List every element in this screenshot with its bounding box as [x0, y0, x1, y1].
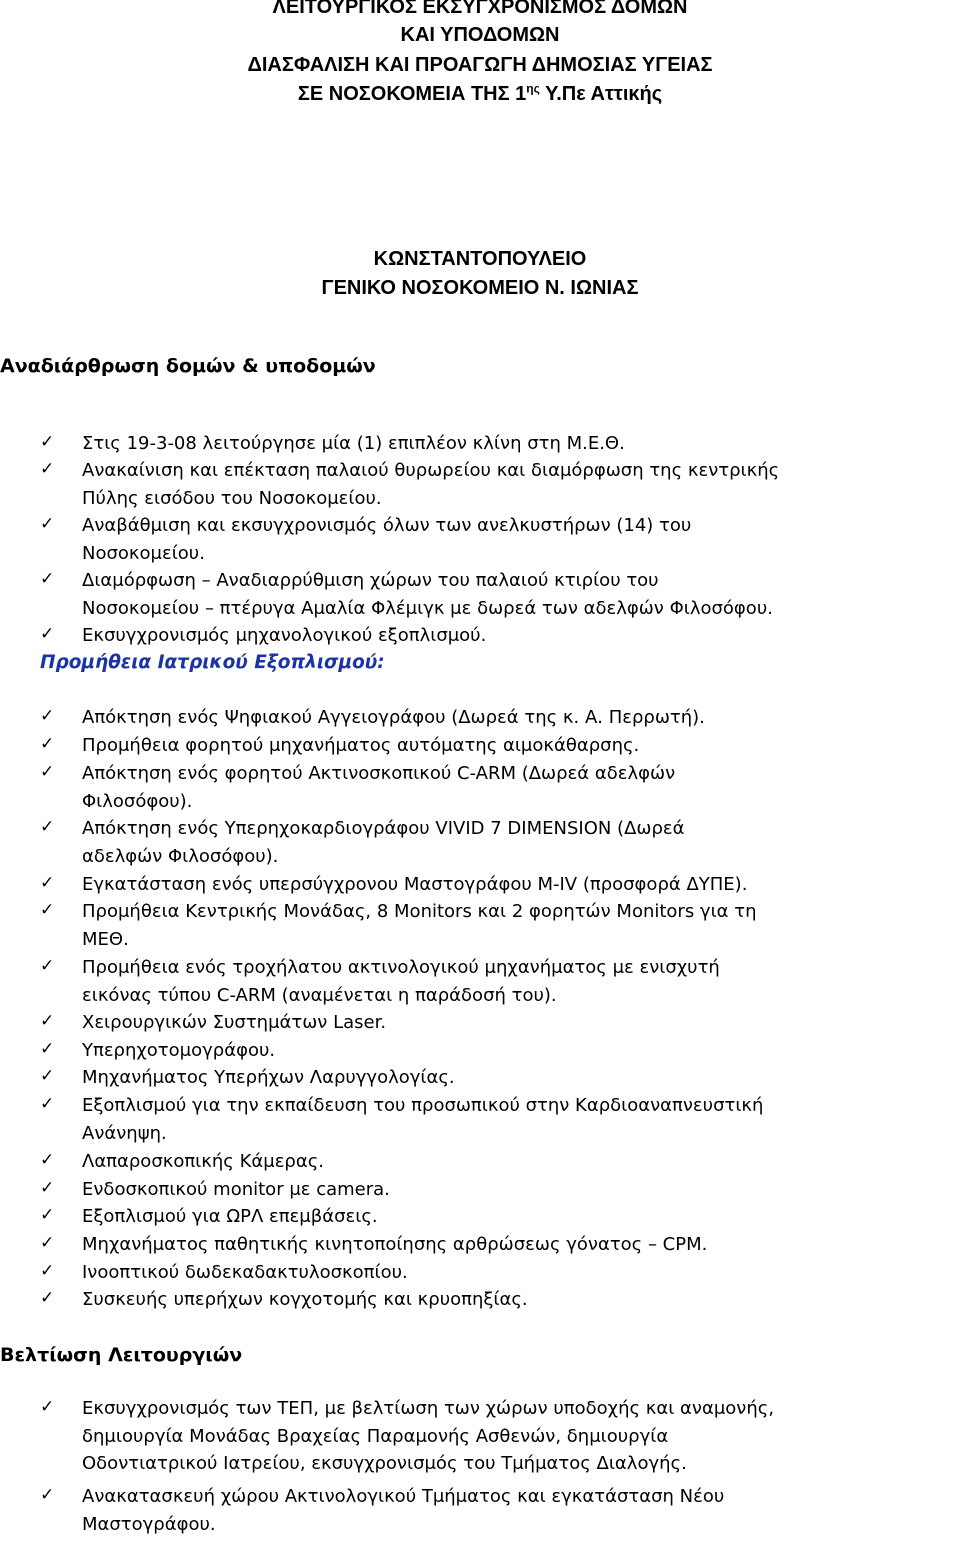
- list-item-text: Διαμόρφωση – Αναδιαρρύθμιση χώρων του παλαιού κτιρίου του Νοσοκομείου – πτέρυγα Αμαλία Φλέμιγκ με δωρεά των αδελφών Φιλοσόφου.: [82, 570, 773, 619]
- title-line-4-suffix: Υ.Πε Αττικής: [539, 83, 663, 105]
- checkmark-icon: ✓: [40, 1094, 55, 1114]
- title-line-4-prefix: ΣΕ ΝΟΣΟΚΟΜΕΙΑ ΤΗΣ 1: [297, 83, 527, 105]
- list-item-text: Προμήθεια φορητού μηχανήματος αυτόματης αιμοκάθαρσης.: [82, 735, 640, 756]
- checkmark-icon: ✓: [40, 1397, 55, 1417]
- document-title-line-1: ΛΕΙΤΟΥΡΓΙΚΟΣ ΕΚΣΥΓΧΡΟΝΙΣΜΟΣ ΔΟΜΩΝ: [272, 0, 688, 18]
- list-item-text: Στις 19-3-08 λειτούργησε μία (1) επιπλέον κλίνη στη Μ.Ε.Θ.: [82, 433, 625, 454]
- list-item-text: Εξοπλισμού για την εκπαίδευση του προσωπικού στην Καρδιοαναπνευστική Ανάνηψη.: [82, 1095, 764, 1144]
- list-item-text: Αναβάθμιση και εκσυγχρονισμός όλων των ανελκυστήρων (14) του Νοσοκομείου.: [82, 515, 692, 564]
- checkmark-icon: ✓: [40, 956, 55, 976]
- section-heading-operations-improvement: Βελτίωση Λειτουργιών: [0, 1344, 243, 1366]
- list-item-text: Εξοπλισμού για ΩΡΛ επεμβάσεις.: [82, 1206, 378, 1227]
- list-item-text: Μηχανήματος παθητικής κινητοποίησης αρθρώσεως γόνατος – CPM.: [82, 1234, 708, 1255]
- checkmark-icon: ✓: [40, 1233, 55, 1253]
- section-heading-medical-equipment: Προμήθεια Ιατρικού Εξοπλισμού:: [40, 652, 385, 673]
- section-heading-restructuring: Αναδιάρθρωση δομών & υποδομών: [0, 355, 376, 377]
- checkmark-icon: ✓: [40, 1205, 55, 1225]
- list-item-text: Υπερηχοτομογράφου.: [82, 1040, 276, 1061]
- checkmark-icon: ✓: [40, 762, 55, 782]
- checkmark-icon: ✓: [40, 1288, 55, 1308]
- list-item-text: Λαπαροσκοπικής Κάμερας.: [82, 1151, 325, 1172]
- list-item-text: Ενδοσκοπικού monitor με camera.: [82, 1179, 390, 1200]
- hospital-name-line-1: ΚΩΝΣΤΑΝΤΟΠΟΥΛΕΙΟ: [373, 248, 587, 270]
- checkmark-icon: ✓: [40, 1011, 55, 1031]
- checkmark-icon: ✓: [40, 1261, 55, 1281]
- checkmark-icon: ✓: [40, 624, 55, 644]
- checkmark-icon: ✓: [40, 817, 55, 837]
- checkmark-icon: ✓: [40, 459, 55, 479]
- list-item-text: Απόκτηση ενός Υπερηχοκαρδιογράφου VIVID 7 DIMENSION (Δωρεά αδελφών Φιλοσόφου).: [82, 818, 685, 867]
- checkmark-icon: ✓: [40, 569, 55, 589]
- list-item-text: Μηχανήματος Υπερήχων Λαρυγγολογίας.: [82, 1067, 455, 1088]
- checkmark-icon: ✓: [40, 1485, 55, 1505]
- list-item-text: Εγκατάσταση ενός υπερσύγχρονου Μαστογράφου M-IV (προσφορά ΔΥΠΕ).: [82, 874, 748, 895]
- checkmark-icon: ✓: [40, 900, 55, 920]
- list-item-text: Ινοοπτικού δωδεκαδακτυλοσκοπίου.: [82, 1262, 408, 1283]
- document-title-line-2: ΚΑΙ ΥΠΟΔΟΜΩΝ: [400, 24, 560, 46]
- checkmark-icon: ✓: [40, 873, 55, 893]
- checkmark-icon: ✓: [40, 1150, 55, 1170]
- document-title-line-3: ΔΙΑΣΦΑΛΙΣΗ ΚΑΙ ΠΡΟΑΓΩΓΗ ΔΗΜΟΣΙΑΣ ΥΓΕΙΑΣ: [247, 54, 713, 76]
- checkmark-icon: ✓: [40, 432, 55, 452]
- list-item-text: Απόκτηση ενός φορητού Ακτινοσκοπικού C-ARM (Δωρεά αδελφών Φιλοσόφου).: [82, 763, 676, 812]
- checkmark-icon: ✓: [40, 1039, 55, 1059]
- checkmark-icon: ✓: [40, 706, 55, 726]
- list-item-text: Εκσυγχρονισμός των ΤΕΠ, με βελτίωση των χώρων υποδοχής και αναμονής, δημιουργία Μονάδας Βραχείας Παραμονής Ασθενών, δημιουργία Οδοντιατρικού Ιατρείου, εκσυγχρονισμός του Τμήματος Διαλογής.: [82, 1398, 775, 1474]
- checkmark-icon: ✓: [40, 514, 55, 534]
- list-item-text: Ανακατασκευή χώρου Ακτινολογικού Τμήματος και εγκατάσταση Νέου Μαστογράφου.: [82, 1486, 725, 1535]
- checkmark-icon: ✓: [40, 734, 55, 754]
- hospital-name-line-2: ΓΕΝΙΚΟ ΝΟΣΟΚΟΜΕΙΟ Ν. ΙΩΝΙΑΣ: [321, 277, 639, 299]
- title-line-4-superscript: ης: [526, 81, 540, 96]
- list-item-text: Προμήθεια Κεντρικής Μονάδας, 8 Monitors και 2 φορητών Monitors για τη ΜΕΘ.: [82, 901, 757, 950]
- list-item-text: Προμήθεια ενός τροχήλατου ακτινολογικού μηχανήματος με ενισχυτή εικόνας τύπου C-ARM (αναμένεται η παράδοσή του).: [82, 957, 720, 1006]
- checkmark-icon: ✓: [40, 1066, 55, 1086]
- list-item-text: Εκσυγχρονισμός μηχανολογικού εξοπλισμού.: [82, 625, 487, 646]
- document-title-line-4: [0, 81, 960, 107]
- list-item-text: Ανακαίνιση και επέκταση παλαιού θυρωρείου και διαμόρφωση της κεντρικής Πύλης εισόδου του Νοσοκομείου.: [82, 460, 780, 509]
- checkmark-icon: ✓: [40, 1178, 55, 1198]
- list-item-text: Απόκτηση ενός Ψηφιακού Αγγειογράφου (Δωρεά της κ. Α. Περρωτή).: [82, 707, 705, 728]
- list-item-text: Συσκευής υπερήχων κογχοτομής και κρυοπηξίας.: [82, 1289, 528, 1310]
- list-item-text: Χειρουργικών Συστημάτων Laser.: [82, 1012, 387, 1033]
